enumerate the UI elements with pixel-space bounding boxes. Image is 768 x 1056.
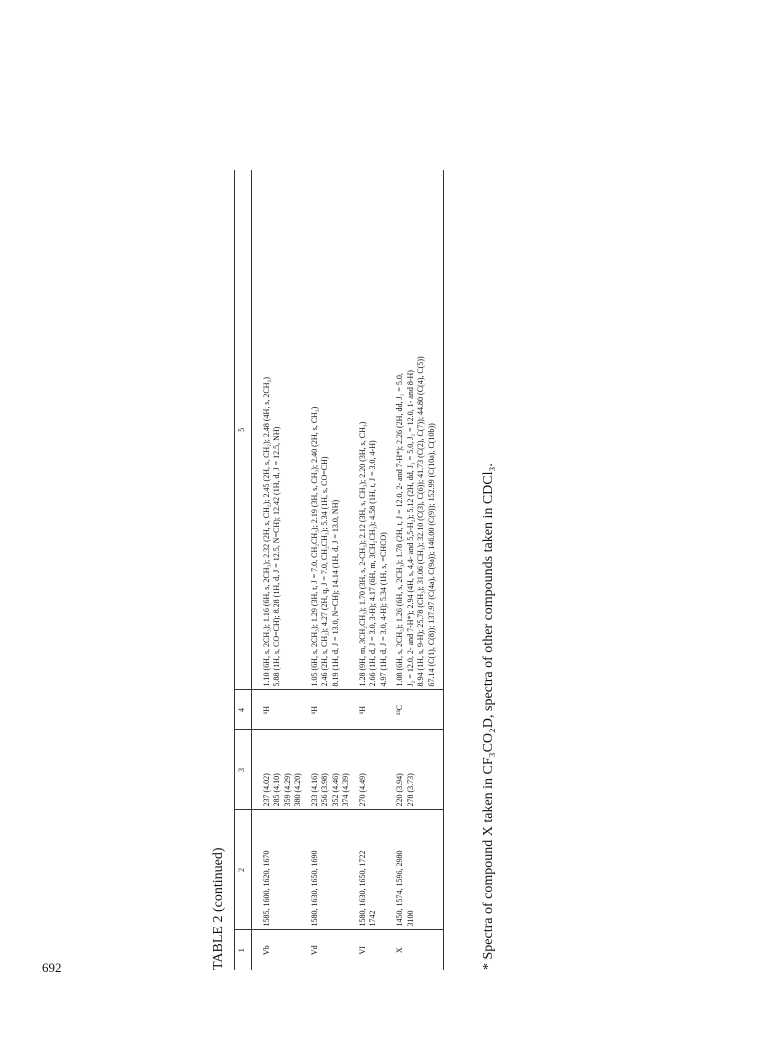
uv-value: 237 (4.02): [261, 773, 271, 807]
table-row: [395, 170, 444, 970]
column-header: 5: [235, 170, 252, 690]
ir-value: 1742: [368, 910, 377, 927]
ir-cell: [395, 810, 444, 930]
nmr-line: 1.10 (6H, s, 2CH₃); 1.16 (6H, s, 2CH₃); 2.32 (2H, s, CH₂); 2.45 (2H, s, CH₂); 2.48 (4H, s, 2CH₂): [261, 377, 271, 687]
table-row: [310, 170, 358, 970]
uv-cell: [251, 730, 310, 810]
rotated-table-sheet: [210, 110, 500, 970]
nmr-line: 2.46 (2H, s, CH₂); 4.27 (2H, q, J = 7.0, CH₂CH₃); 5.34 (1H, s, CO=CH): [320, 456, 329, 687]
ir-value: 1450, 1574, 1596, 2980: [395, 850, 404, 927]
uv-cell: [358, 730, 396, 810]
nmr-line: 1.08 (6H, s, 2CH₃); 1.26 (6H, s, 2CH₃); 1.78 (2H, t, J = 12.0, 2- and 7-H*); 2.26 (2H, dd, J₁ = 5.0,: [395, 373, 404, 687]
table-row: [358, 170, 396, 970]
table-header-row: [235, 170, 252, 970]
uv-value: 256 (3.98): [320, 773, 329, 807]
uv-value: 380 (4.20): [293, 773, 302, 807]
nmr-cell: [358, 170, 396, 690]
ir-cell: [358, 810, 396, 930]
uv-value: 278 (3.73): [405, 773, 415, 807]
compound-cell: VI: [357, 946, 367, 955]
nmr-line: 8.94 (1H, s, 9-H); 25.78 (CH₃); 31.06 (CH₃); 32.10 (C(3), C(6)); 41.73 (C(2), C(7)); 44.80 (C(4), C(5)): [416, 356, 425, 687]
uv-value: 374 (4.39): [341, 773, 350, 807]
ir-cell: [251, 810, 310, 930]
uv-value: 285 (4.10): [272, 773, 281, 807]
table-row: [251, 170, 310, 970]
nmr-line: 1.28 (9H, m, 3CH₂CH₃); 1.70 (3H, s, 2-CH₃); 2.12 (3H, s, CH₃); 2.20 (3H, s, CH₃): [357, 421, 367, 687]
nucleus-cell: ¹H: [251, 690, 310, 730]
nucleus-cell: ¹³C: [395, 690, 444, 730]
ir-cell: [310, 810, 358, 930]
nmr-line: J₂ = 12.0, 2- and 7-H*); 2.94 (4H, s, 4,4- and 5,5-H₂); 5.12 (2H, dd, J₁ = 5.0, J₂ = 12.0, 1- and 8-H): [405, 370, 415, 687]
column-header: 2: [235, 810, 252, 930]
ir-value: 3100: [405, 910, 415, 927]
nmr-line: 8.19 (1H, d, J = 13.0, N=CH); 14.14 (1H, d, J = 13.0, NH): [330, 499, 340, 687]
table-footnote: * Spectra of compound X taken in CF₃CO₂D, spectra of other compounds taken in CDCl₃.: [481, 463, 496, 970]
uv-value: 220 (3.94): [395, 773, 404, 807]
nmr-line: 2.66 (1H, d, J = 3.0, 3-H); 4.17 (6H, m, 3CH₂CH₃); 4.58 (1H, t, J = 3.0, 4-H): [368, 440, 377, 687]
ir-value: 1585, 1600, 1620, 1670: [261, 850, 271, 927]
uv-value: 352 (4.46): [330, 773, 340, 807]
nmr-line: 67.14 (C(1), C(8)); 137.97 (C(4a), C(9a)); 146.00 (C(9)); 152.99 (C(10a), C(10b)): [426, 423, 436, 687]
nucleus-cell: ¹H: [310, 690, 358, 730]
nmr-line: 4.97 (1H, d, J = 3.0, 4-H); 5.34 (1H, s, =CHCO): [378, 532, 388, 687]
nmr-line: 1.05 (6H, s, 2CH₃); 1.29 (3H, t, J = 7.0, CH₂CH₃); 2.19 (3H, s, CH₃); 2.40 (2H, s, CH₂): [309, 406, 319, 687]
column-header: 1: [235, 930, 252, 970]
nmr-line: 5.88 (1H, s, CO=CH); 8.28 (1H, d, J = 12.5, N=CH); 12.42 (1H, d, J = 12.5, NH): [272, 426, 281, 687]
column-header: 4: [235, 690, 252, 730]
spectra-table: [234, 170, 444, 970]
uv-value: 233 (4.16): [309, 773, 319, 807]
nmr-cell: [251, 170, 310, 690]
uv-cell: [395, 730, 444, 810]
nucleus-cell: ¹H: [358, 690, 396, 730]
page-number: 692: [42, 960, 62, 975]
compound-cell: X: [395, 930, 444, 970]
uv-value: 359 (4.29): [282, 773, 292, 807]
ir-value: 1580, 1630, 1650, 1722: [357, 850, 367, 927]
table-caption: TABLE 2 (continued): [211, 847, 226, 970]
compound-cell: Vb: [261, 945, 271, 956]
uv-value: 270 (4.49): [357, 773, 367, 807]
column-header: 3: [235, 730, 252, 810]
ir-value: 1580, 1630, 1650, 1690: [309, 850, 319, 927]
compound-cell: Vd: [309, 945, 319, 956]
nmr-cell: [395, 170, 444, 690]
uv-cell: [310, 730, 358, 810]
nmr-cell: [310, 170, 358, 690]
